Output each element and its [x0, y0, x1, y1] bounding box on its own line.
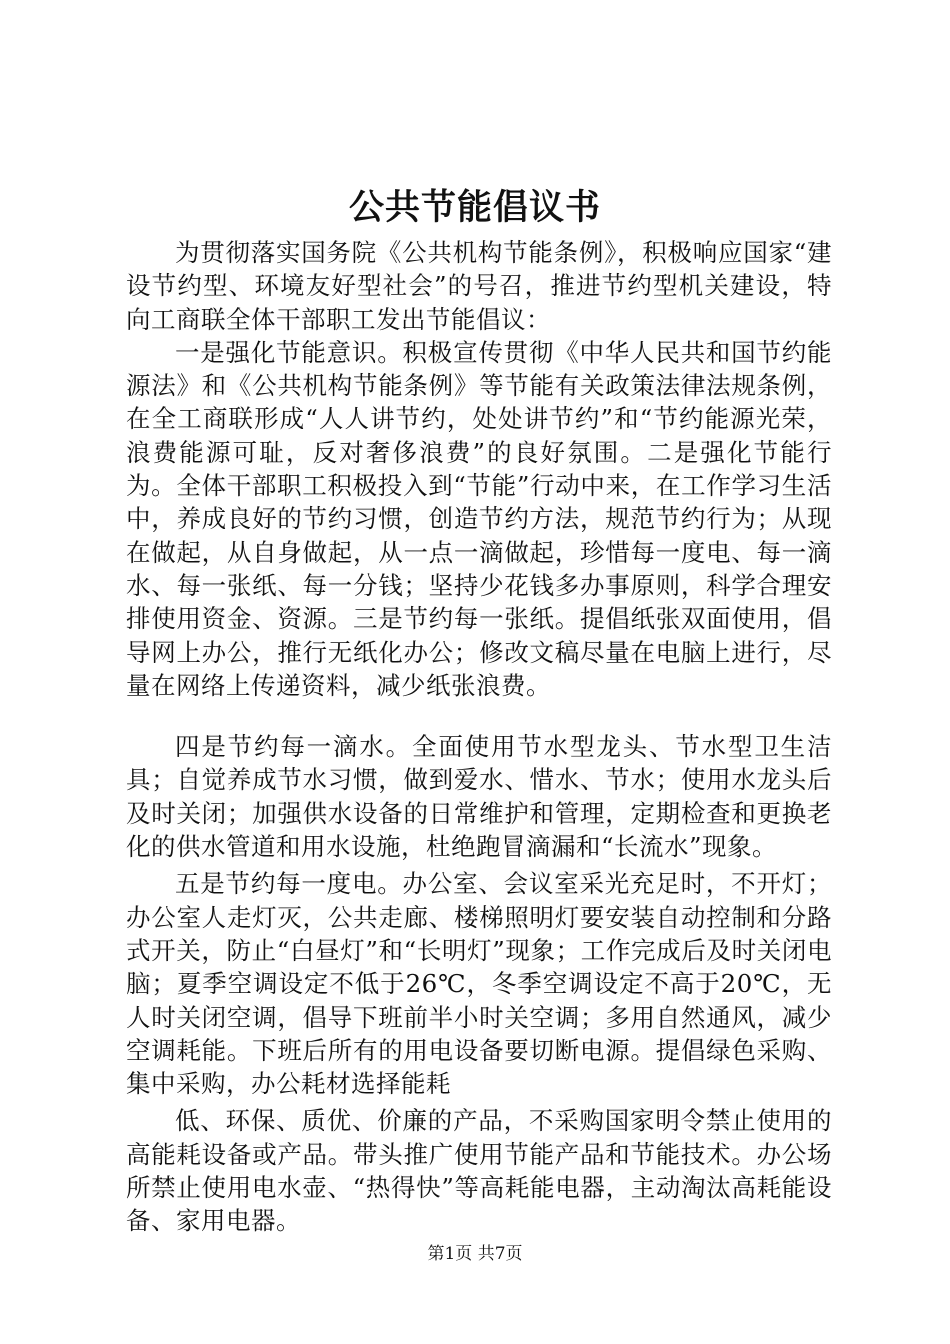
paragraph-points-1-3: 一是强化节能意识。积极宣传贯彻《中华人民共和国节约能源法》和《公共机构节能条例》等节能有关政策法律法规条例，在全工商联形成“人人讲节约，处处讲节约”和“节约能源光荣，浪费能源可耻，反对奢侈浪费”的良好氛围。二是强化节能行为。全体干部职工积极投入到“节能”行动中来，在工作学习生活中，养成良好的节约习惯，创造节约方法，规范节约行为；从现在做起，从自身做起，从一点一滴做起，珍惜每一度电、每一滴水、每一张纸、每一分钱；坚持少花钱多办事原则，科学合理安排使用资金、资源。三是节约每一张纸。提倡纸张双面使用，倡导网上办公，推行无纸化办公；修改文稿尽量在电脑上进行，尽量在网络上传递资料，减少纸张浪费。 — [126, 337, 832, 700]
paragraph-intro: 为贯彻落实国务院《公共机构节能条例》，积极响应国家“建设节约型、环境友好型社会”的号召，推进节约型机关建设，特向工商联全体干部职工发出节能倡议： — [126, 238, 832, 334]
paragraph-point-4: 四是节约每一滴水。全面使用节水型龙头、节水型卫生洁具；自觉养成节水习惯，做到爱水、惜水、节水；使用水龙头后及时关闭；加强供水设备的日常维护和管理，定期检查和更换老化的供水管道和用水设施，杜绝跑冒滴漏和“长流水”现象。 — [126, 732, 832, 862]
paragraph-point-5: 五是节约每一度电。办公室、会议室采光充足时，不开灯；办公室人走灯灭，公共走廊、楼梯照明灯要安装自动控制和分路式开关，防止“白昼灯”和“长明灯”现象；工作完成后及时关闭电脑；夏季空调设定不低于26℃，冬季空调设定不高于20℃，无人时关闭空调，倡导下班前半小时关空调；多用自然通风，减少空调耗能。下班后所有的用电设备要切断电源。提倡绿色采购、集中采购，办公耗材选择能耗 — [126, 869, 832, 1099]
paragraph-point-5-continued: 低、环保、质优、价廉的产品，不采购国家明令禁止使用的高能耗设备或产品。带头推广使用节能产品和节能技术。办公场所禁止使用电水壶、“热得快”等高耗能电器，主动淘汰高耗能设备、家用电器。 — [126, 1106, 832, 1236]
page-number-footer: 第1页 共7页 — [427, 1244, 523, 1264]
document-title: 公共节能倡议书 — [348, 187, 601, 228]
document-body — [126, 236, 832, 1238]
